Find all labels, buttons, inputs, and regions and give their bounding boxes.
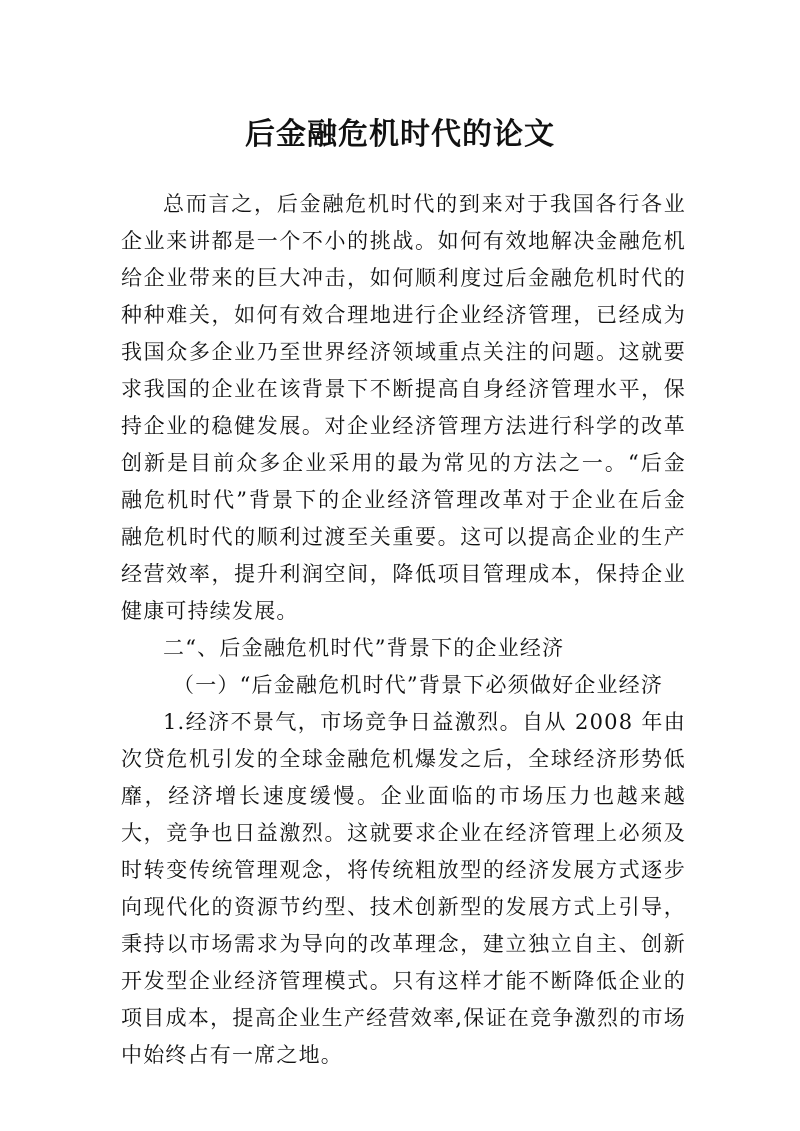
document-body (121, 186, 686, 1074)
paragraph-summary: 总而言之，后金融危机时代的到来对于我国各行各业企业来讲都是一个不小的挑战。如何有效地解决金融危机给企业带来的巨大冲击，如何顺利度过后金融危机时代的种种难关，如何有效合理地进行企业经济管理，已经成为我国众多企业乃至世界经济领域重点关注的问题。这就要求我国的企业在该背景下不断提高自身经济管理水平，保持企业的稳健发展。对企业经济管理方法进行科学的改革创新是目前众多企业采用的最为常见的方法之一。“后金融危机时代”背景下的企业经济管理改革对于企业在后金融危机时代的顺利过渡至关重要。这可以提高企业的生产经营效率，提升利润空间，降低项目管理成本，保持企业健康可持续发展。 (121, 192, 686, 623)
subsection-heading-1: （一）“后金融危机时代”背景下必须做好企业经济 (173, 673, 664, 697)
paragraph-economy: 1.经济不景气，市场竞争日益激烈。自从 2008 年由次贷危机引发的全球金融危机爆发之后，全球经济形势低靡，经济增长速度缓慢。企业面临的市场压力也越来越大，竞争也日益激烈。这就要求企业在经济管理上必须及时转变传统管理观念，将传统粗放型的经济发展方式逐步向现代化的资源节约型、技术创新型的发展方式上引导，秉持以市场需求为导向的改革理念，建立独立自主、创新开发型企业经济管理模式。只有这样才能不断降低企业的项目成本，提高企业生产经营效率,保证在竞争激烈的市场中始终占有一席之地。 (121, 710, 686, 1067)
document-title: 后金融危机时代的论文 (245, 117, 555, 153)
section-heading-2: 二“、后金融危机时代”背景下的企业经济 (163, 636, 565, 660)
